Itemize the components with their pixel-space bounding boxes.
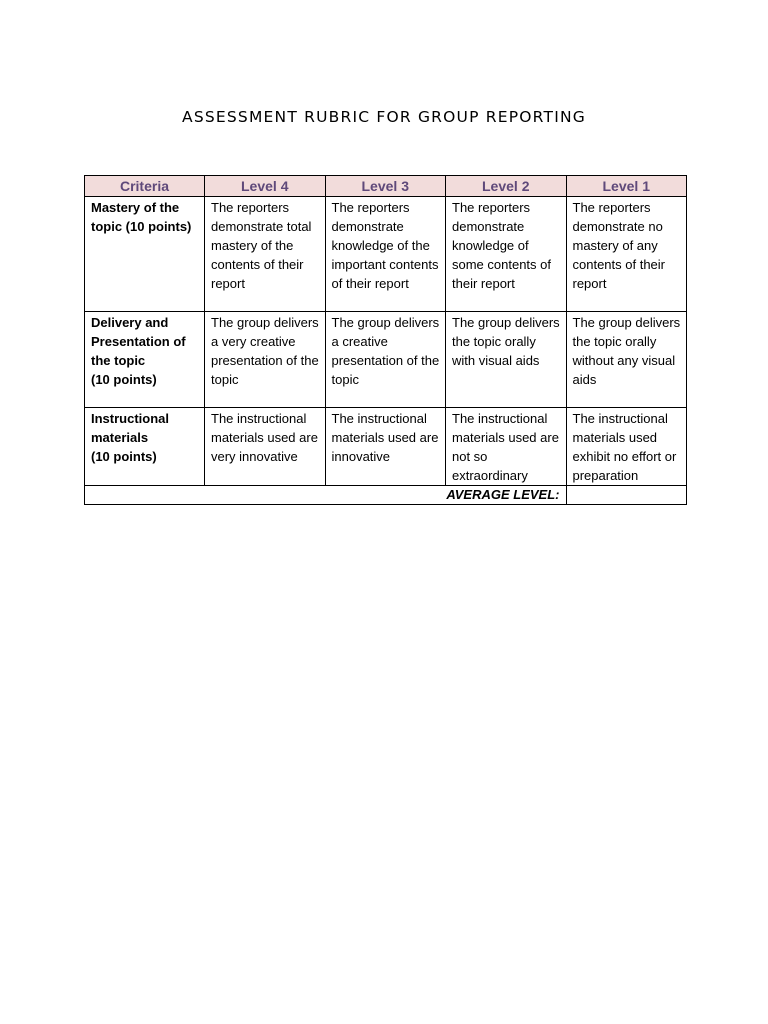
level-1-cell: The instructional materials used exhibit no effort or preparation bbox=[566, 408, 687, 486]
criteria-cell: Delivery and Presentation of the topic (10 points) bbox=[85, 312, 205, 408]
table-row bbox=[85, 312, 687, 408]
level-3-cell: The group delivers a creative presentation of the topic bbox=[325, 312, 446, 408]
level-4-cell: The instructional materials used are very innovative bbox=[205, 408, 326, 486]
table-row bbox=[85, 197, 687, 312]
page-title: ASSESSMENT RUBRIC FOR GROUP REPORTING bbox=[182, 108, 586, 126]
level-1-cell: The reporters demonstrate no mastery of any contents of their report bbox=[566, 197, 687, 312]
level-4-cell: The group delivers a very creative presentation of the topic bbox=[205, 312, 326, 408]
average-level-label: AVERAGE LEVEL: bbox=[85, 486, 567, 505]
criteria-cell: Instructional materials (10 points) bbox=[85, 408, 205, 486]
table-row bbox=[85, 408, 687, 486]
level-1-cell: The group delivers the topic orally without any visual aids bbox=[566, 312, 687, 408]
header-criteria: Criteria bbox=[85, 176, 205, 197]
level-2-cell: The instructional materials used are not so extraordinary bbox=[446, 408, 567, 486]
level-3-cell: The reporters demonstrate knowledge of the important contents of their report bbox=[325, 197, 446, 312]
level-3-cell: The instructional materials used are innovative bbox=[325, 408, 446, 486]
criteria-cell: Mastery of the topic (10 points) bbox=[85, 197, 205, 312]
header-level-3: Level 3 bbox=[325, 176, 446, 197]
level-2-cell: The group delivers the topic orally with visual aids bbox=[446, 312, 567, 408]
header-level-2: Level 2 bbox=[446, 176, 567, 197]
average-row bbox=[85, 486, 687, 505]
average-level-value[interactable] bbox=[566, 486, 687, 505]
header-row bbox=[85, 176, 687, 197]
rubric-table bbox=[84, 175, 687, 505]
header-level-4: Level 4 bbox=[205, 176, 326, 197]
level-2-cell: The reporters demonstrate knowledge of some contents of their report bbox=[446, 197, 567, 312]
level-4-cell: The reporters demonstrate total mastery of the contents of their report bbox=[205, 197, 326, 312]
header-level-1: Level 1 bbox=[566, 176, 687, 197]
